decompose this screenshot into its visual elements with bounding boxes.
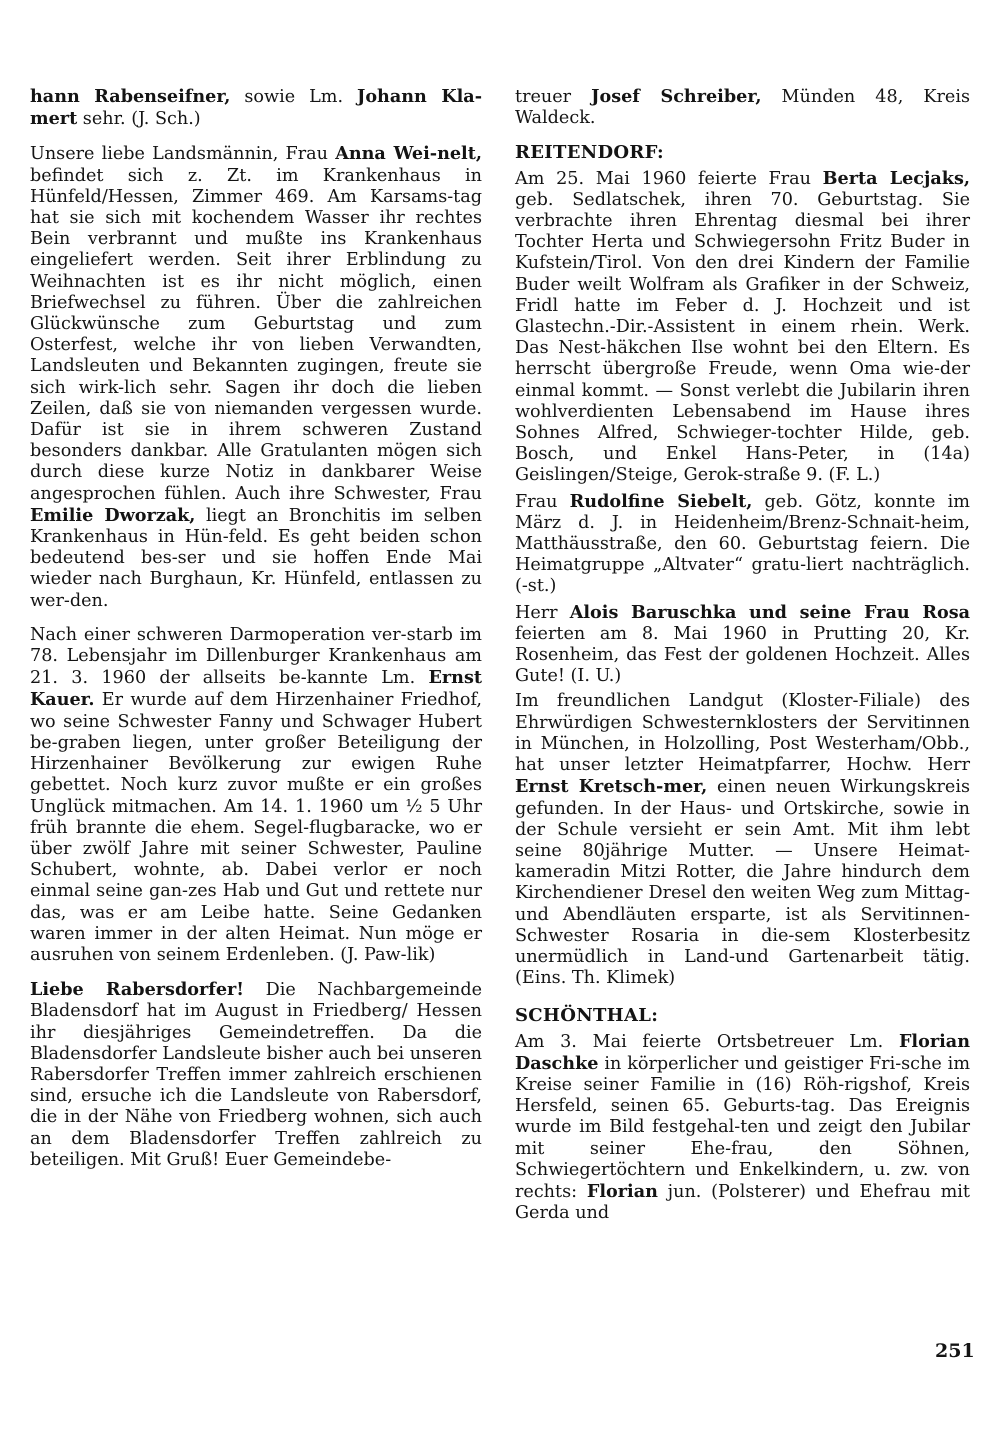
right-column bbox=[515, 86, 970, 1224]
article-josef-schreiber: treuer Josef Schreiber, Münden 48, Kreis Waldeck. bbox=[515, 86, 970, 129]
name-ernst-kretschmer: Ernst Kretsch-mer, bbox=[515, 776, 708, 798]
heading-reitendorf: REITENDORF: bbox=[515, 142, 664, 164]
page-number: 251 bbox=[935, 1340, 975, 1362]
article-rabersdorfer: Liebe Rabersdorfer! Die Nachbargemeinde Bladensdorf hat im August in Friedberg/ Hessen ihr diesjähriges Gemeindetreffen. Da die Bladensdorfer Landsleute bisher auch bei unseren Rabersdorfer Treffen immer zahlreich erschienen sind, ersuche ich die Landsleute von Rabersdorf, die in der Nähe von Friedberg wohnen, sich auch an dem Bladensdorfer Treffen zahlreich zu beteiligen. Mit Gruß! Euer Gemeindebe- bbox=[30, 979, 482, 1170]
name-anna-weinelt: Anna Wei-nelt, bbox=[335, 143, 482, 165]
name-rabenseifner: hann Rabenseifner, bbox=[30, 86, 231, 107]
name-ernst-kauer: Ernst Kauer. bbox=[30, 667, 482, 711]
name-josef-schreiber: Josef Schreiber, bbox=[591, 86, 762, 107]
left-column bbox=[30, 86, 482, 1171]
article-berta-lecjaks: Am 25. Mai 1960 feierte Frau Berta Lecjaks, geb. Sedlatschek, ihren 70. Geburtstag. Sie verbrachte ihren Ehrentag diesmal bei ihrer Tochter Herta und Schwiegersohn Fritz Buder in Kufstein/Tirol. Von den drei Kindern der Familie Buder weilt Wolfram als Grafiker in der Schweiz, Fridl hatte im Feber d. J. Hochzeit und ist Glastechn.-Dir.-Assistent in einem rhein. Werk. Das Nest-häkchen Ilse wohnt bei den Eltern. Es herrscht übergroße Freude, wenn Oma wie-der einmal kommt. — Sonst verlebt die Jubilarin ihren wohlverdienten Lebensabend im Hause ihres Sohnes Alfred, Schwieger-tochter Hilde, geb. Bosch, und Enkel Hans-Peter, in (14a) Geislingen/Steige, Gerok-straße 9. (F. L.) bbox=[515, 167, 971, 486]
greeting-rabersdorfer: Liebe Rabersdorfer! bbox=[30, 979, 245, 1001]
name-alois-rosa-baruschka: Alois Baruschka und seine Frau Rosa bbox=[569, 601, 970, 623]
article-rudolfine-siebelt: Frau Rudolfine Siebelt, geb. Götz, konnte im März d. J. in Heidenheim/Brenz-Schnait-heim, Matthäusstraße, den 60. Geburtstag feiern. Die Heimatgruppe „Altvater“ gratu-liert nachträglich. (-st.) bbox=[515, 490, 970, 597]
heading-schoenthal: SCHÖNTHAL: bbox=[515, 1005, 659, 1027]
article-anna-weinelt: Unsere liebe Landsmännin, Frau Anna Wei-nelt, befindet sich z. Zt. im Krankenhaus in Hünfeld/Hessen, Zimmer 469. Am Karsams-tag hat sie sich mit kochendem Wasser ihr rechtes Bein verbrannt und mußte ins Krankenhaus eingeliefert werden. Seit ihrer Erblindung zu Weihnachten ist es ihr nicht möglich, einen Briefwechsel zu führen. Über die zahlreichen Glückwünsche zum Geburtstag und zum Osterfest, welche ihr von lieben Verwandten, Landsleuten und Bekannten zugingen, freute sie sich wirk-lich sehr. Sagen ihr doch die lieben Zeilen, daß sie von niemanden vergessen wurde. Dafür ist sie in ihrem schweren Zustand besonders dankbar. Alle Gratulanten mögen sich durch diese kurze Notiz in dankbarer Weise angesprochen fühlen. Auch ihre Schwester, Frau Emilie Dworzak, liegt an Bronchitis im selben Krankenhaus in Hün-feld. Es geht beiden schon bedeutend bes-ser und sie hoffen Ende Mai wieder nach Burghaun, Kr. Hünfeld, entlassen zu wer-den. bbox=[30, 143, 482, 611]
name-johann-klamert: Johann Kla-mert bbox=[30, 86, 483, 130]
name-berta-lecjaks: Berta Lecjaks, bbox=[822, 167, 971, 189]
article-rabenseifner-end: hann Rabenseifner, sowie Lm. Johann Kla-mert sehr. (J. Sch.) bbox=[30, 86, 483, 130]
name-rudolfine-siebelt: Rudolfine Siebelt, bbox=[569, 490, 753, 512]
article-florian-daschke: Am 3. Mai feierte Ortsbetreuer Lm. Florian Daschke in körperlicher und geistiger Fri-sche im Kreise seiner Familie in (16) Röh-rigshof, Kreis Hersfeld, seinen 65. Geburts-tag. Das Ereignis wurde im Bild festgehal-ten und zeigt den Jubilar mit seiner Ehe-frau, den Söhnen, Schwiegertöchtern und Enkelkindern, u. zw. von rechts: Florian jun. (Polsterer) und Ehefrau mit Gerda und bbox=[515, 1030, 970, 1224]
name-florian-daschke: Florian Daschke bbox=[515, 1030, 970, 1074]
article-ernst-kretschmer: Im freundlichen Landgut (Kloster-Filiale) des Ehrwürdigen Schwesternklosters der Servitinnen in München, in Holzolling, Post Westerham/Obb., hat unser letzter Heimatpfarrer, Hochw. Herr Ernst Kretsch-mer, einen neuen Wirkungskreis gefunden. In der Haus- und Ortskirche, sowie in der Schule versieht er sein Amt. Mit ihm lebt seine 80jährige Mutter. — Unsere Heimat-kameradin Mitzi Rotter, die Jahre hindurch dem Kirchendiener Dresel den weiten Weg zum Mittag- und Abendläuten ersparte, ist als Servitinnen-Schwester Rosaria in die-sem Klosterbesitz unermüdlich in Land-und Gartenarbeit tätig. (Eins. Th. Klimek) bbox=[515, 691, 970, 989]
name-florian-jun: Florian bbox=[586, 1180, 658, 1202]
name-emilie-dworzak: Emilie Dworzak, bbox=[30, 504, 196, 526]
article-ernst-kauer: Nach einer schweren Darmoperation ver-starb im 78. Lebensjahr im Dillenburger Krankenhaus am 21. 3. 1960 der allseits be-kannte Lm. Ernst Kauer. Er wurde auf dem Hirzenhainer Friedhof, wo seine Schwester Fanny und Schwager Hubert be-graben liegen, unter großer Beteiligung der Hirzenhainer Bevölkerung zur ewigen Ruhe gebettet. Noch kurz zuvor mußte er ein großes Unglück mitmachen. Am 14. 1. 1960 um ½ 5 Uhr früh brannte die ehem. Segel-flugbaracke, wo er über zwölf Jahre mit seiner Schwester, Pauline Schubert, wohnte, ab. Dabei verlor er noch einmal seine gan-zes Hab und Gut und rettete nur das, was er am Leibe hatte. Seine Gedanken waren immer in der alten Heimat. Nun möge er ausruhen von seinem Erdenleben. (J. Paw-lik) bbox=[30, 624, 482, 965]
article-alois-baruschka: Herr Alois Baruschka und seine Frau Rosa feierten am 8. Mai 1960 in Prutting 20, Kr. Rosenheim, das Fest der goldenen Hochzeit. Alles Gute! (I. U.) bbox=[515, 601, 970, 687]
